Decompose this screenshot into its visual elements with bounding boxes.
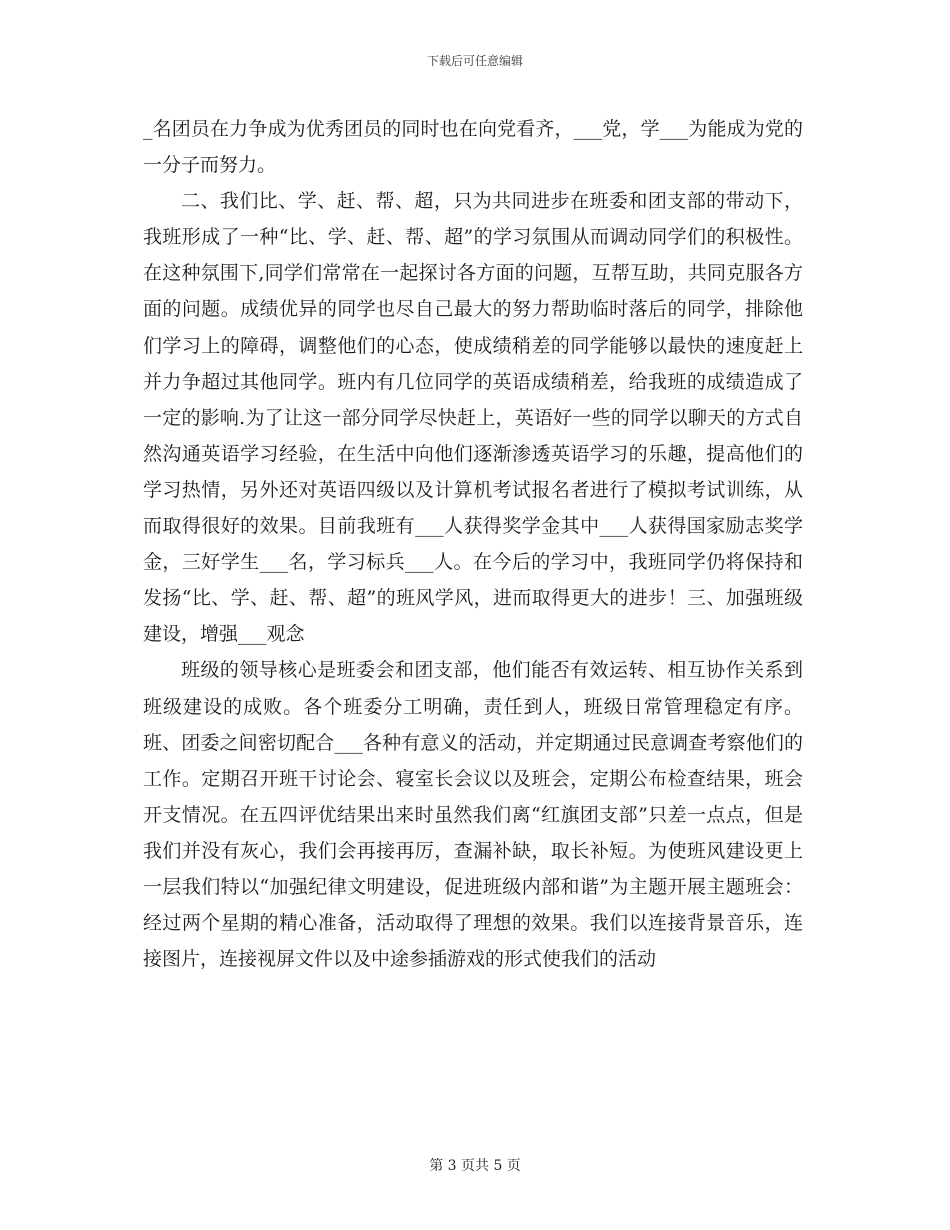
- document-body: [143, 111, 803, 977]
- page-header: 下载后可任意编辑: [426, 54, 523, 68]
- paragraph-3: 班级的领导核心是班委会和团支部，他们能否有效运转、相互协作关系到班级建设的成败。各个班委分工明确，责任到人，班级日常管理稳定有序。班、团委之间密切配合___各种有意义的活动，并定期通过民意调查考察他们的工作。定期召开班干讨论会、寝室长会议以及班会，定期公布检查结果，班会开支情况。在五四评优结果出来时虽然我们离“红旗团支部”只差一点点，但是我们并没有灰心，我们会再接再厉，查漏补缺，取长补短。为使班风建设更上一层我们特以“加强纪律文明建设，促进班级内部和谐”为主题开展主题班会：经过两个星期的精心准备，活动取得了理想的效果。我们以连接背景音乐，连接图片，连接视屏文件以及中途参插游戏的形式使我们的活动: [143, 659, 803, 971]
- paragraph-1: _名团员在力争成为优秀团员的同时也在向党看齐，___党，学___为能成为党的一分子而努力。: [143, 118, 803, 177]
- paragraph-2: 二、我们比、学、赶、帮、超，只为共同进步在班委和团支部的带动下，我班形成了一种“比、学、赶、帮、超”的学习氛围从而调动同学们的积极性。在这种氛围下,同学们常常在一起探讨各方面的问题，互帮互助，共同克服各方面的问题。成绩优异的同学也尽自己最大的努力帮助临时落后的同学，排除他们学习上的障碍，调整他们的心态，使成绩稍差的同学能够以最快的速度赶上并力争超过其他同学。班内有几位同学的英语成绩稍差，给我班的成绩造成了一定的影响.为了让这一部分同学尽快赶上，英语好一些的同学以聊天的方式自然沟通英语学习经验，在生活中向他们逐渐渗透英语学习的乐趣，提高他们的学习热情，另外还对英语四级以及计算机考试报名者进行了模拟考试训练，从而取得很好的效果。目前我班有___人获得奖学金其中___人获得国家励志奖学金，三好学生___名，学习标兵___人。在今后的学习中，我班同学仍将保持和发扬“比、学、赶、帮、超”的班风学风，进而取得更大的进步！三、加强班级建设，增强___观念: [143, 190, 803, 646]
- page-footer: 第 3 页共 5 页: [429, 1158, 521, 1174]
